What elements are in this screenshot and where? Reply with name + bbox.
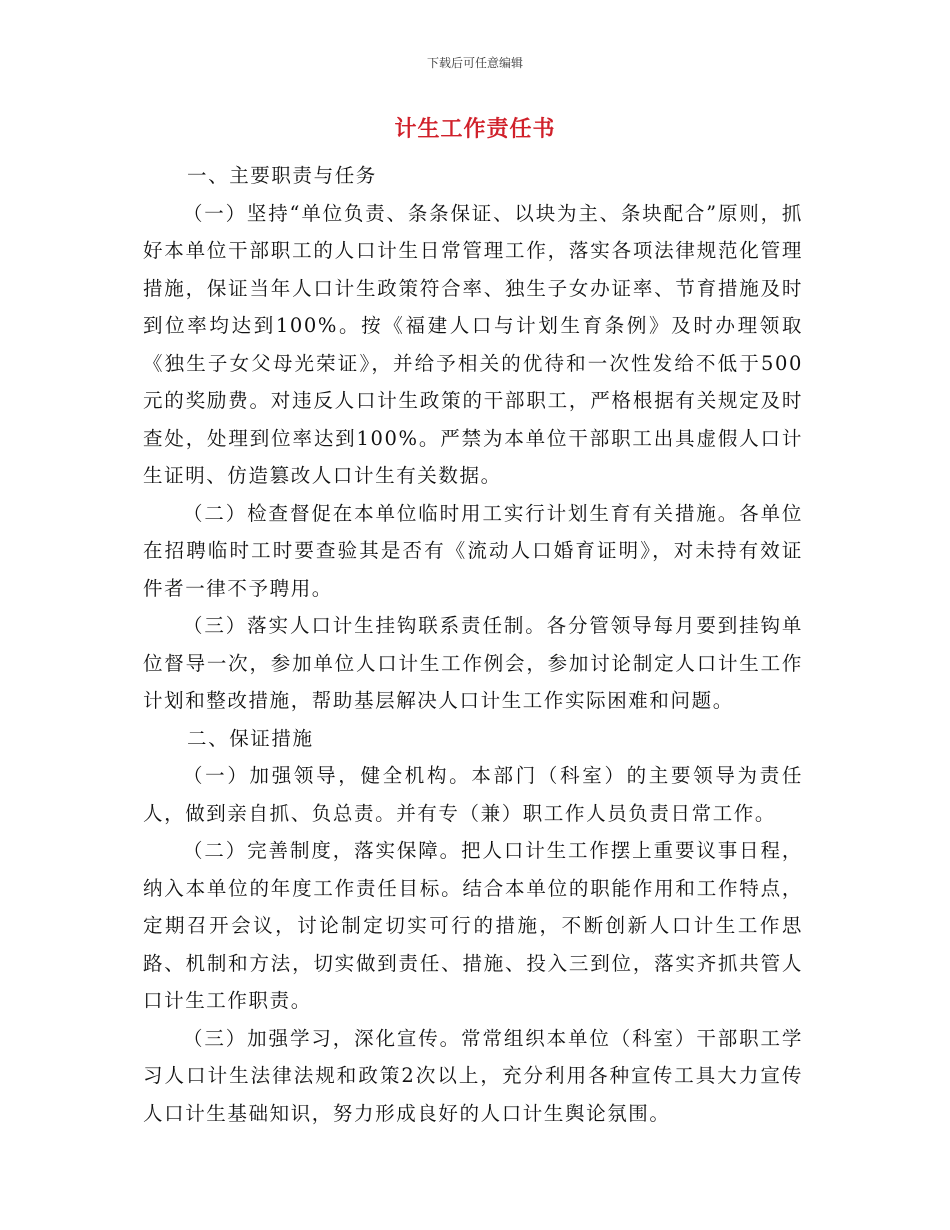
document-body <box>143 157 803 1132</box>
section-heading: 二、保证措施 <box>187 726 314 750</box>
section-heading: 一、主要职责与任务 <box>187 164 377 187</box>
paragraph: （二）检查督促在本单位临时用工实行计划生育有关措施。各单位在招聘临时工时要查验其是否有《流动人口婚育证明》，对未持有效证件者一律不予聘用。 <box>143 501 803 600</box>
header-note: 下载后可任意编辑 <box>426 56 523 70</box>
paragraph: （三）加强学习，深化宣传。常常组织本单位（科室）干部职工学习人口计生法律法规和政策2次以上，充分利用各种宣传工具大力宣传人口计生基础知识，努力形成良好的人口计生舆论氛围。 <box>143 1026 803 1125</box>
paragraph: （一）坚持“单位负责、条条保证、以块为主、条块配合”原则，抓好本单位干部职工的人口计生日常管理工作，落实各项法律规范化管理措施，保证当年人口计生政策符合率、独生子女办证率、节育措施及时到位率均达到100%。按《福建人口与计划生育条例》及时办理领取《独生子女父母光荣证》，并给予相关的优待和一次性发给不低于500元的奖励费。对违反人口计生政策的干部职工，严格根据有关规定及时查处，处理到位率达到100%。严禁为本单位干部职工出具虚假人口计生证明、仿造篡改人口计生有关数据。 <box>143 201 803 487</box>
paragraph: （二）完善制度，落实保障。把人口计生工作摆上重要议事日程，纳入本单位的年度工作责任目标。结合本单位的职能作用和工作特点，定期召开会议，讨论制定切实可行的措施，不断创新人口计生工作思路、机制和方法，切实做到责任、措施、投入三到位，落实齐抓共管人口计生工作职责。 <box>143 839 803 1012</box>
paragraph: （一）加强领导，健全机构。本部门（科室）的主要领导为责任人，做到亲自抓、负总责。并有专（兼）职工作人员负责日常工作。 <box>143 764 803 825</box>
document-title: 计生工作责任书 <box>394 117 556 142</box>
paragraph: （三）落实人口计生挂钩联系责任制。各分管领导每月要到挂钩单位督导一次，参加单位人口计生工作例会，参加讨论制定人口计生工作计划和整改措施，帮助基层解决人口计生工作实际困难和问题。 <box>143 614 803 712</box>
